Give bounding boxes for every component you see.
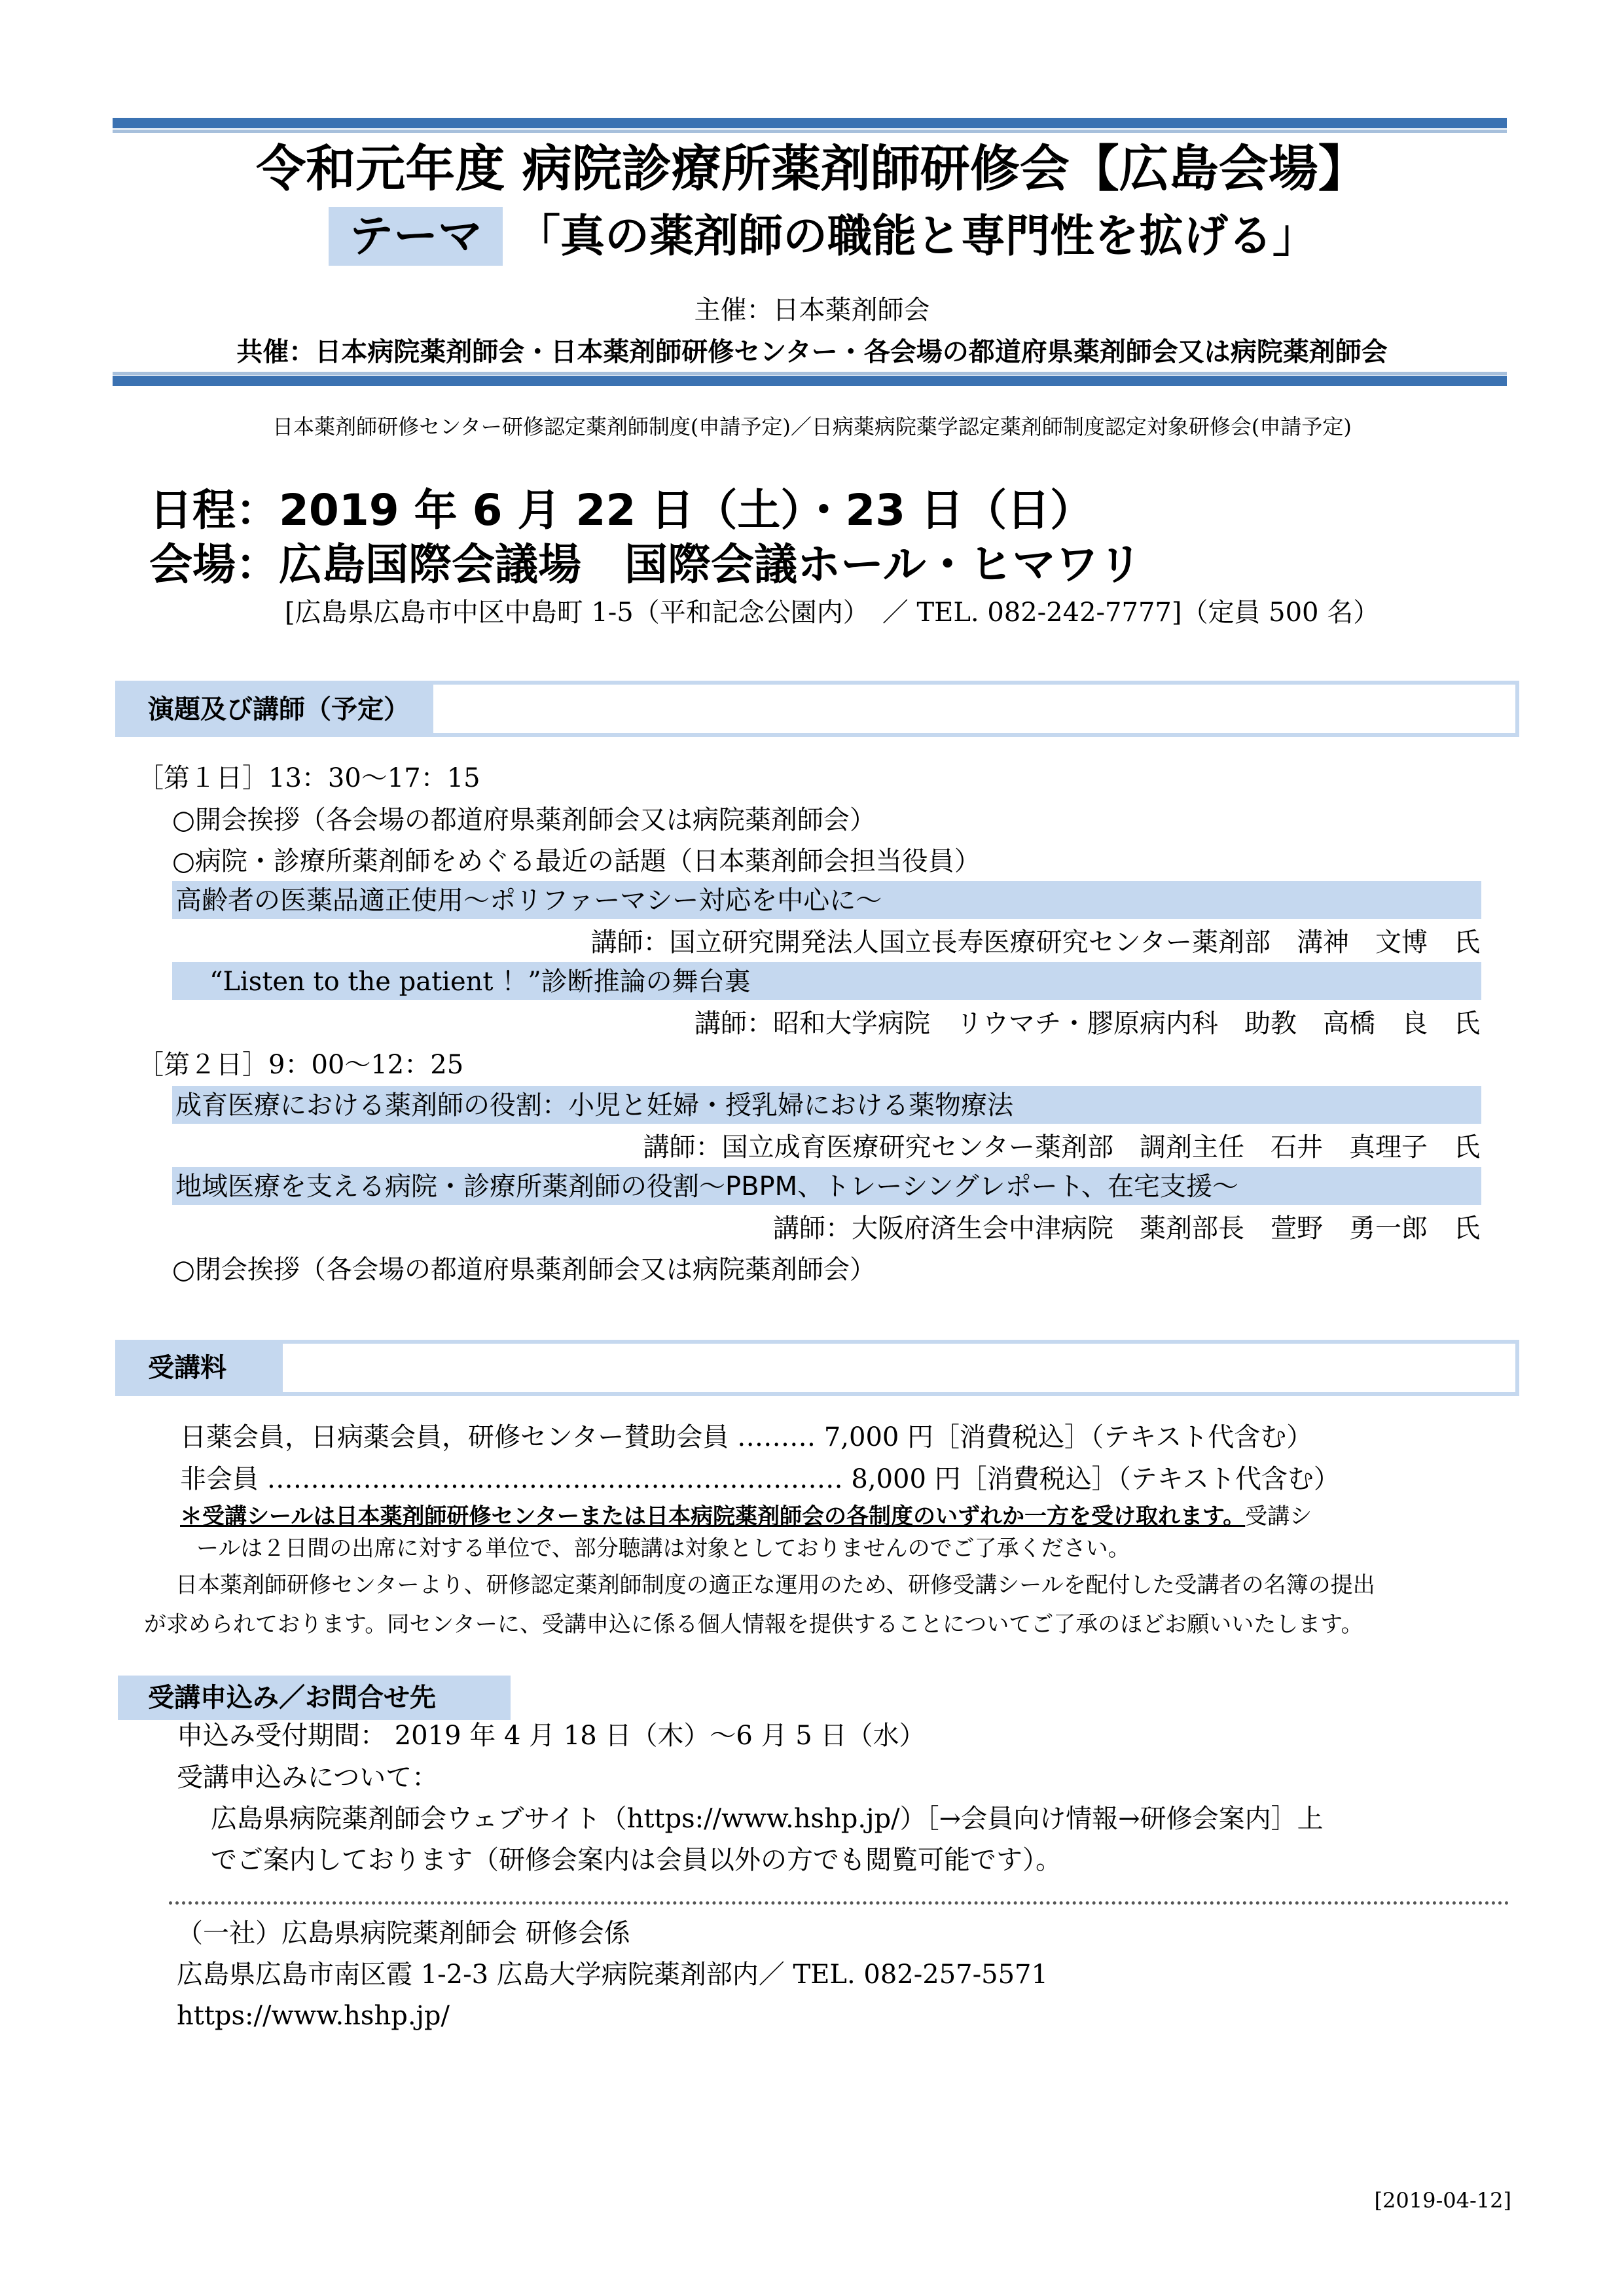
host: 主催：日本薬剤師会 <box>694 295 930 325</box>
lecture2-title: “Listen to the patient ！”診断推論の舞台裏 <box>209 967 751 997</box>
page-title: 令和元年度 病院診療所薬剤師研修会【広島会場】 <box>256 139 1368 198</box>
day2-label: ［第２日］9：00〜12：25 <box>137 1050 464 1080</box>
venue: 会場：広島国際会議場 国際会議ホール・ヒマワリ <box>149 539 1142 590</box>
fee-section-header <box>115 1340 1519 1396</box>
cohost: 共催：日本病院薬剤師会・日本薬剤師研修センター・各会場の都道府県薬剤師会又は病院薬剤師会 <box>236 337 1388 367</box>
application-detail-1: 広島県病院薬剤師会ウェブサイト（https://www.hshp.jp/）［→会員向け情報→研修会案内］上 <box>211 1804 1324 1834</box>
venue-address: [広島県広島市中区中島町 1-5（平和記念公園内） ／ TEL. 082-242-7777]（定員 500 名） <box>285 598 1380 628</box>
lecture3-title: 成育医療における薬剤師の役割：小児と妊婦・授乳婦における薬物療法 <box>175 1090 1013 1121</box>
lecture4-title: 地域医療を支える病院・診療所薬剤師の役割〜PBPM、トレーシングレポート、在宅支援〜 <box>175 1172 1238 1202</box>
lecture3-speaker: 講師：国立成育医療研究センター薬剤部 調剤主任 石井 真理子 氏 <box>643 1132 1480 1162</box>
day1-topic-news: ○病院・診療所薬剤師をめぐる最近の話題（日本薬剤師会担当役員） <box>172 846 981 876</box>
fee-nonmember: 非会員 ………………………………………………………… 8,000 円［消費税込］（テキスト代含む） <box>180 1464 1340 1494</box>
fee-note-bold: ＊受講シールは日本薬剤師研修センターまたは日本病院薬剤師会の各制度のいずれか一方を受け取れます。 <box>180 1503 1246 1530</box>
day2-closing: ○閉会挨拶（各会場の都道府県薬剤師会又は病院薬剤師会） <box>172 1255 876 1285</box>
lecture4-speaker: 講師：大阪府済生会中津病院 薬剤部長 萱野 勇一郎 氏 <box>773 1213 1480 1244</box>
day1-opening: ○開会挨拶（各会場の都道府県薬剤師会又は病院薬剤師会） <box>172 805 876 835</box>
day1-label: ［第１日］13：30〜17：15 <box>137 763 480 793</box>
contact-url[interactable]: https://www.hshp.jp/ <box>177 2001 450 2031</box>
middle-rule <box>113 376 1507 386</box>
lecture2-speaker: 講師：昭和大学病院 リウマチ・膠原病内科 助教 高橋 良 氏 <box>695 1009 1480 1039</box>
privacy-note-2: が求められております。同センターに、受講申込に係る個人情報を提供することについてご了承のほどお願いいたします。 <box>144 1611 1363 1638</box>
lecture1-title: 高齢者の医薬品適正使用〜ポリファーマシー対応を中心に〜 <box>175 886 882 916</box>
middle-rule-thin <box>113 372 1507 375</box>
theme-label: テーマ <box>348 211 482 262</box>
schedule: 日程：2019 年 6 月 22 日（土）・23 日（日） <box>149 485 1094 535</box>
fee-note-1 <box>180 1501 1312 1532</box>
lecture1-speaker: 講師：国立研究開発法人国立長寿医療研究センター薬剤部 溝神 文博 氏 <box>590 927 1480 958</box>
top-rule <box>113 118 1507 128</box>
fee-member: 日薬会員，日病薬会員，研修センター賛助会員 ……… 7,000 円［消費税込］（テキスト代含む） <box>180 1422 1313 1452</box>
application-period: 申込み受付期間： 2019 年 4 月 18 日（木）〜6 月 5 日（水） <box>177 1721 926 1751</box>
contact-address: 広島県広島市南区霞 1-2-3 広島大学病院薬剤部内／ TEL. 082-257-5571 <box>177 1960 1048 1990</box>
application-detail-2: でご案内しております（研修会案内は会員以外の方でも閲覧可能です）。 <box>211 1845 1062 1875</box>
theme-text: 「真の薬剤師の職能と専門性を拡げる」 <box>516 211 1318 262</box>
fee-section-label: 受講料 <box>148 1353 226 1383</box>
application-about: 受講申込みについて： <box>177 1763 439 1793</box>
fee-note-rest: 受講シ <box>1245 1503 1312 1530</box>
program-section-label: 演題及び講師（予定） <box>148 694 410 725</box>
contact-separator <box>169 1901 1509 1905</box>
application-section-label: 受講申込み／お問合せ先 <box>148 1683 436 1713</box>
contact-org: （一社）広島県病院薬剤師会 研修会係 <box>177 1918 630 1948</box>
certification: 日本薬剤師研修センター研修認定薬剤師制度(申請予定)／日病薬病院薬学認定薬剤師制度認定対象研修会(申請予定) <box>272 414 1352 439</box>
document-date: [2019-04-12] <box>1374 2188 1511 2213</box>
privacy-note-1: 日本薬剤師研修センターより、研修認定薬剤師制度の適正な運用のため、研修受講シールを配付した受講者の名簿の提出 <box>175 1572 1375 1598</box>
fee-note-2: ールは２日間の出席に対する単位で、部分聴講は対象としておりませんのでご了承ください。 <box>196 1535 1130 1562</box>
top-rule-thin <box>113 130 1507 133</box>
